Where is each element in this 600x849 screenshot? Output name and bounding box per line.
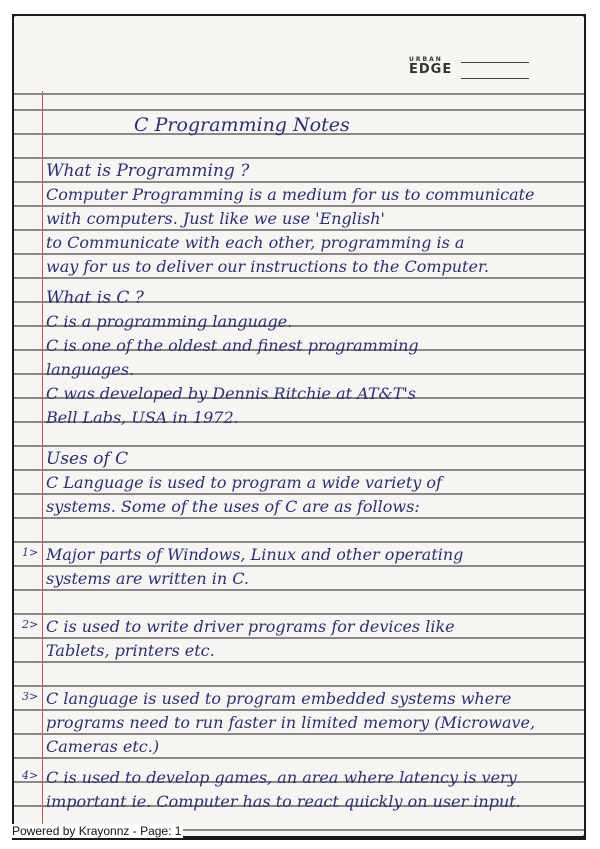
text-line: with computers. Just like we use 'English' [46,209,385,228]
text-line: to Communicate with each other, programming is a [46,233,465,252]
item-number: 2> [22,618,39,631]
logo-line [461,62,529,63]
text-line: Bell Labs, USA in 1972. [46,408,239,427]
list-item-line: programs need to run faster in limited memory (Microwave, [46,713,536,732]
urban-edge-logo [409,56,529,96]
text-line: way for us to deliver our instructions to the Computer. [46,257,489,276]
text-line: Computer Programming is a medium for us to communicate [46,185,535,204]
item-number: 3> [22,690,39,703]
list-item-line: Cameras etc.) [46,737,160,756]
text-line: C was developed by Dennis Ritchie at AT&T's [46,384,417,403]
heading-what-is-c: What is C ? [46,288,144,308]
list-item-line: systems are written in C. [46,569,250,588]
list-item-line: C language is used to program embedded systems where [46,689,512,708]
text-line: C is one of the oldest and finest programming [46,336,419,355]
text-line: C Language is used to program a wide variety of [46,473,442,492]
text-line: systems. Some of the uses of C are as follows: [46,497,420,516]
text-line: C is a programming language. [46,312,293,331]
text-line: languages. [46,360,135,379]
logo-top-text: URBAN [409,56,443,63]
margin-line [42,91,43,836]
page-title: C Programming Notes [134,114,350,136]
list-item-line: Major parts of Windows, Linux and other operating [46,545,464,564]
logo-brand-text: EDGE [409,62,453,77]
list-item-line: C is used to write driver programs for devices like [46,617,455,636]
heading-what-is-programming: What is Programming ? [46,161,250,181]
item-number: 4> [22,769,39,782]
logo-line [461,78,529,79]
list-item-line: Tablets, printers etc. [46,641,215,660]
item-number: 1> [22,546,39,559]
footer-text: Powered by Krayonnz - Page: 1 [12,824,182,838]
list-item-line: C is used to develop games, an area where latency is very [46,768,517,787]
heading-uses-of-c: Uses of C [46,449,129,469]
notebook-page [14,16,584,836]
list-item-line: important ie. Computer has to react quickly on user input. [46,792,521,811]
